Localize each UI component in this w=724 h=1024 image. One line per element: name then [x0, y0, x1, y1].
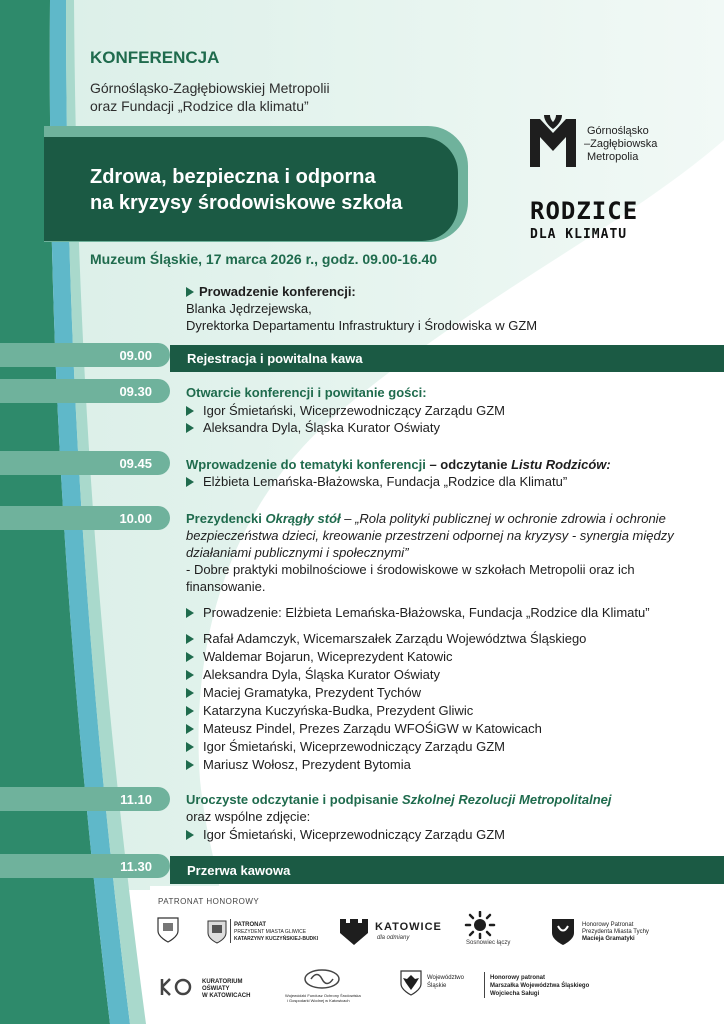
title-banner: [44, 137, 458, 241]
panel-speaker: Rafał Adamczyk, Wicemarszałek Zarządu Województwa Śląskiego: [203, 631, 587, 646]
session-1000-line-3: działaniami publicznymi i społecznymi”: [186, 545, 409, 560]
session-0945-speaker-1: Elżbieta Lemańska-Błażowska, Fundacja „Rodzice dla Klimatu”: [203, 474, 568, 489]
bullet-icon: [186, 477, 194, 487]
bullet-icon: [186, 652, 194, 662]
session-1000-moderator: Prowadzenie: Elżbieta Lemańska-Błażowska, Fundacja „Rodzice dla Klimatu”: [203, 605, 650, 620]
gzm-logo-line-1: Górnośląsko: [587, 125, 649, 137]
session-1130: Przerwa kawowa: [187, 862, 291, 878]
time-0945: 09.45: [119, 455, 152, 471]
organizers-line-1: Górnośląsko-Zagłębiowskiej Metropolii: [90, 80, 330, 96]
wojewodztwo-line-1: Województwo: [427, 975, 464, 981]
bullet-icon: [186, 706, 194, 716]
page-title-line-2: na kryzysy środowiskowe szkoła: [90, 192, 403, 214]
session-1000-line-4: - Dobre praktyki mobilnościowe i środowiskowe w szkołach Metropolii oraz ich: [186, 562, 635, 577]
time-1110: 11.10: [120, 791, 152, 807]
session-0945-title-b: – odczytanie: [425, 457, 512, 472]
session-bar-0900: [170, 345, 724, 372]
time-pill-0945: [0, 451, 170, 475]
marszalek-line-2: Marszałka Województwa Śląskiego: [490, 983, 590, 989]
time-pill-0900: [0, 343, 170, 367]
panel-speaker: Maciej Gramatyka, Prezydent Tychów: [203, 685, 421, 700]
session-1110-title: [186, 791, 611, 808]
host-role: Dyrektorka Departamentu Infrastruktury i Środowiska w GZM: [186, 318, 538, 333]
time-pill-1130: [0, 854, 170, 878]
session-0945-title-c: Listu Rodziców:: [511, 457, 611, 472]
session-1110-line-2: oraz wspólne zdjęcie:: [186, 809, 311, 824]
tychy-patron-line-2: Prezydenta Miasta Tychy: [582, 929, 649, 935]
session-0930-speaker-1: Igor Śmietański, Wiceprzewodniczący Zarządu GZM: [203, 403, 505, 418]
page-title-line-1: Zdrowa, bezpieczna i odporna: [90, 166, 376, 188]
session-1110-title-a: Uroczyste odczytanie i podpisanie: [186, 792, 402, 807]
session-0900: Rejestracja i powitalna kawa: [187, 351, 363, 366]
session-0930-speaker-2: Aleksandra Dyla, Śląska Kurator Oświaty: [203, 420, 440, 435]
marszalek-line-3: Wojciecha Saługi: [490, 991, 540, 997]
organizers-line-2: oraz Fundacji „Rodzice dla klimatu”: [90, 98, 309, 114]
tychy-patron-line-1: Honorowy Patronat: [582, 922, 634, 928]
host-label: Prowadzenie konferencji:: [199, 284, 356, 299]
katowice-logo-line-1: KATOWICE: [375, 921, 442, 933]
gzm-logo-line-3: Metropolia: [587, 151, 639, 163]
gliwice-patron-line-3: KATARZYNY KUCZYŃSKIEJ-BUDKI: [234, 936, 319, 942]
gliwice-patron-divider: [230, 919, 231, 943]
gzm-logo-line-2: –Zagłębiowska: [584, 138, 658, 150]
bullet-icon: [186, 742, 194, 752]
wojewodztwo-line-2: Śląskie: [427, 983, 447, 989]
kuratorium-line-3: W KATOWICACH: [202, 993, 251, 999]
bullet-icon: [186, 688, 194, 698]
sosnowiec-logo-text: Sosnowiec łączy: [466, 940, 511, 946]
panel-speaker: Igor Śmietański, Wiceprzewodniczący Zarządu GZM: [203, 739, 505, 754]
time-pill-1000: [0, 506, 170, 530]
bullet-icon: [186, 724, 194, 734]
kuratorium-line-1: KURATORIUM: [202, 979, 243, 985]
time-pill-1110: [0, 787, 170, 811]
session-1110-title-b: Szkolnej Rezolucji Metropolitalnej: [402, 792, 612, 807]
tychy-patron-line-3: Macieja Gramatyki: [582, 936, 635, 942]
katowice-heart-icon: [338, 917, 370, 947]
kuratorium-line-2: OŚWIATY: [202, 986, 230, 992]
gzm-logo-icon: [528, 113, 578, 169]
marszalek-divider: [484, 972, 485, 998]
marszalek-line-1: Honorowy patronat: [490, 975, 545, 981]
wfos-line-2: i Gospodarki Wodnej w Katowicach: [287, 998, 350, 1003]
bullet-icon: [186, 760, 194, 770]
time-0900: 09.00: [119, 347, 152, 363]
time-0930: 09.30: [119, 383, 152, 399]
conference-label: KONFERENCJA: [90, 48, 220, 67]
kuratorium-logo-icon: [159, 976, 195, 998]
slaskie-eagle-crest-icon: [400, 970, 422, 996]
session-1000-title-c: – „Rola polityki publicznej w ochronie zdrowia i ochronie: [340, 511, 666, 526]
gliwice-patron-line-1: PATRONAT: [234, 922, 266, 928]
bullet-icon: [186, 406, 194, 416]
rodzice-logo-line-2: DLA KLIMATU: [530, 227, 628, 242]
wfos-logo-icon: [303, 968, 341, 990]
session-0930-title: Otwarcie konferencji i powitanie gości:: [186, 385, 427, 400]
host-name: Blanka Jędrzejewska,: [186, 301, 312, 316]
bullet-icon: [186, 608, 194, 618]
time-pill-0930: [0, 379, 170, 403]
panel-speaker: Mariusz Wołosz, Prezydent Bytomia: [203, 757, 411, 772]
panel-speaker: Katarzyna Kuczyńska-Budka, Prezydent Gliwic: [203, 703, 474, 718]
session-1000-line-2: bezpieczeństwa dzieci, kreowanie przestrzeni odpornej na kryzysy - synergia między: [186, 528, 674, 543]
host-bullet-icon: [186, 287, 194, 297]
session-1000-title: [186, 510, 666, 527]
wfos-line-1: Wojewódzki Fundusz Ochrony Środowiska: [285, 993, 361, 998]
rodzice-logo-line-1: RODZICE: [530, 197, 639, 225]
session-0945-title: [186, 456, 611, 473]
session-1000-line-5: finansowanie.: [186, 579, 266, 594]
time-1000: 10.00: [119, 510, 152, 526]
session-1000-title-a: Prezydencki: [186, 511, 266, 526]
panel-speaker: Waldemar Bojarun, Wiceprezydent Katowic: [203, 649, 453, 664]
bullet-icon: [186, 423, 194, 433]
bullet-icon: [186, 830, 194, 840]
gliwice-patron-crest-icon: [207, 920, 227, 944]
venue-date: Muzeum Śląskie, 17 marca 2026 r., godz. 09.00-16.40: [90, 251, 438, 267]
tychy-crest-icon: [551, 918, 575, 946]
patronat-label: PATRONAT HONOROWY: [158, 897, 260, 906]
session-1110-speaker-1: Igor Śmietański, Wiceprzewodniczący Zarządu GZM: [203, 827, 505, 842]
panel-speaker: Aleksandra Dyla, Śląska Kurator Oświaty: [203, 667, 440, 682]
bullet-icon: [186, 670, 194, 680]
session-bar-1130: [170, 856, 724, 884]
session-0945-title-a: Wprowadzenie do tematyki konferencji: [186, 457, 426, 472]
katowice-logo-line-2: dla odmiany: [377, 935, 410, 941]
gliwice-crest-icon: [157, 917, 179, 943]
session-1000-title-b: Okrągły stół: [265, 511, 341, 526]
panel-speaker: Mateusz Pindel, Prezes Zarządu WFOŚiGW w Katowicach: [203, 721, 542, 736]
time-1130: 11.30: [120, 858, 152, 874]
bullet-icon: [186, 634, 194, 644]
gliwice-patron-line-2: PREZYDENT MIASTA GLIWICE: [234, 929, 307, 935]
sosnowiec-sun-icon: [463, 911, 497, 939]
